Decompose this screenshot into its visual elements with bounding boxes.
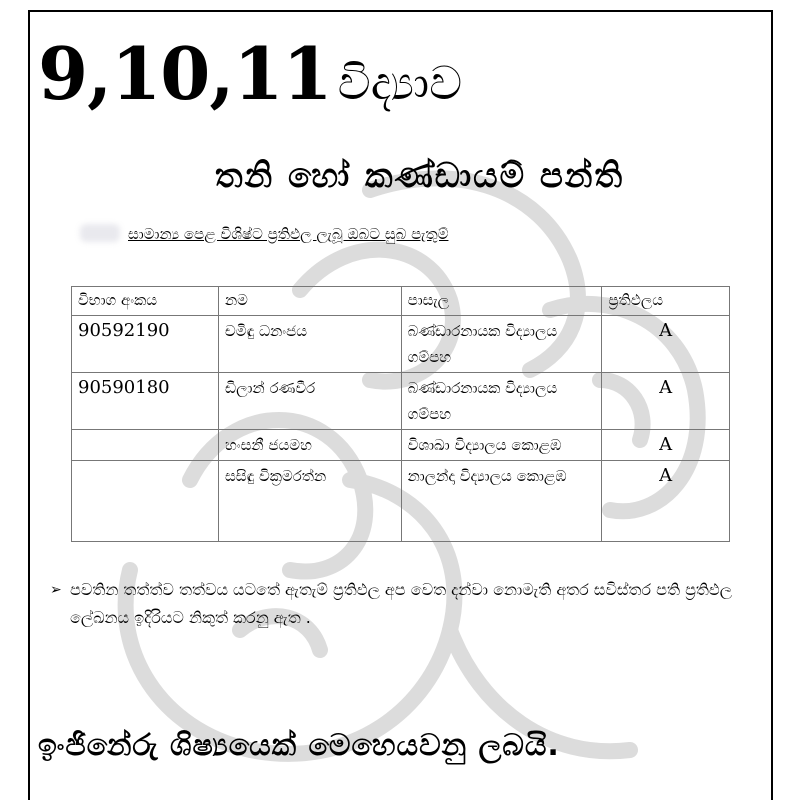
cell-index-number: 90590180 [72,373,219,430]
cell-school: විශාඛා විද්‍යාලය කොළඹ [401,430,602,461]
header-school: පාසැල [401,287,602,316]
table-header-row [72,287,730,316]
table-row [72,316,730,373]
note-text: පවතින තත්ත්ව තත්වය යටතේ ඇතැම් ප්‍රතිඵල අප වෙත දන්වා නොමැති අතර සවිස්තර පති ප්‍රතිඵල ලේඛනය ඉදිරියට නිකුත් කරනු ඇත . [70,580,732,627]
congratulations-text: සාමාන්‍ය පෙළ විශිෂ්ට ප්‍රතිඵල ලැබූ ඔබට සුබ පැතුම් [128,225,449,243]
cell-result: A [602,430,730,461]
header-result: ප්‍රතිඵලය [602,287,730,316]
cell-index-number [72,430,219,461]
header-index-number: විභාග අංකය [72,287,219,316]
cell-name: ඩිලාන් රණවීර [219,373,402,430]
results-note [50,576,740,632]
cell-index-number [72,461,219,542]
cell-school: නාලන්දා විද්‍යාලය කොළඹ [401,461,602,542]
cell-name: සසිඳු වික්‍රමරත්න [219,461,402,542]
table-row [72,461,730,542]
header-name: නම [219,287,402,316]
cell-index-number: 90592190 [72,316,219,373]
title [38,31,463,116]
table-row [72,373,730,430]
cell-school: බණ්ඩාරනායක විද්‍යාලය ගම්පහ [401,316,602,373]
footer-tagline: ඉංජිනේරු ශිෂ්‍යයෙක් මෙහෙයවනු ලබයි. [38,728,560,763]
cell-school: බණ්ඩාරනායක විද්‍යාලය ගම්පහ [401,373,602,430]
cell-name: හංසනී ජයමහ [219,430,402,461]
class-type-heading: තනි හෝ කණ්ඩායම් පන්ති [215,156,625,196]
results-table [71,286,730,542]
arrow-bullet-icon: ➢ [50,582,62,598]
cell-result: A [602,461,730,542]
grades-heading: 9,10,11 [38,31,332,116]
table-row [72,430,730,461]
cell-name: චමිඳු ධනංජය [219,316,402,373]
blurred-logo-icon [80,224,120,242]
cell-result: A [602,316,730,373]
cell-result: A [602,373,730,430]
subject-heading: විද්‍යාව [337,56,463,110]
